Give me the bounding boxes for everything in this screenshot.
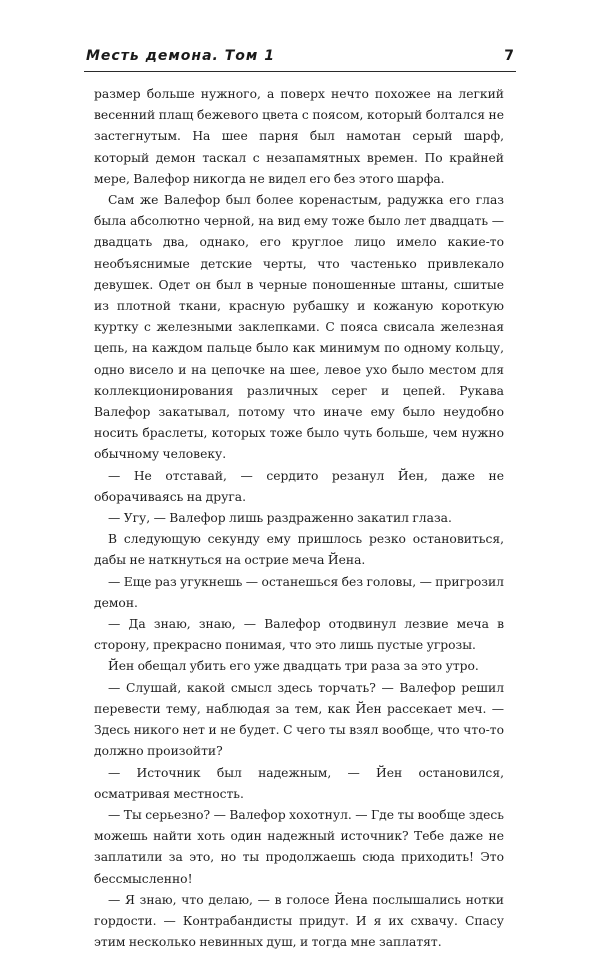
paragraph: — Да знаю, знаю, — Валефор отодвинул лезвие меча в сторону, прекрасно понимая, что это лишь пустые угрозы. [94,617,504,653]
paragraph: — Не отставай, — сердито резанул Йен, даже не оборачиваясь на друга. [94,468,504,504]
paragraph: Сам же Валефор был более коренастым, радужка его глаз была абсолютно черной, на вид ему тоже было лет двадцать — двадцать два, однако, его круглое лицо имело какие-то необъяснимые детские черты, что частенько привлекало девушек. Одет он был в черные поношенные штаны, сшитые из плотной ткани, красную рубашку и кожаную короткую куртку с железными заклепками. С пояса свисала железная цепь, на каждом пальце было как минимум по одному кольцу, одно висело и на цепочке на шее, левое ухо было местом для коллекционирования различных серег и цепей. Рукава Валефор закатывал, потому что иначе ему было неудобно носить браслеты, которых тоже было чуть больше, чем нужно обычному человеку. [94,193,504,462]
paragraph: — Ты серьезно? — Валефор хохотнул. — Где ты вообще здесь можешь найти хоть один надежный источник? Тебе даже не заплатили за это, но ты продолжаешь сюда приходить! Это бессмысленно! [94,807,504,886]
book-title: Месть демона. Том 1 [86,48,275,64]
page-number: 7 [504,48,514,64]
running-header [84,45,516,72]
paragraph: В следующую секунду ему пришлось резко остановиться, дабы не наткнуться на острие меча Йена. [94,532,504,568]
paragraph: — Угу, — Валефор лишь раздраженно закатил глаза. [108,511,452,526]
body-text [94,84,504,953]
paragraph: — Слушай, какой смысл здесь торчать? — Валефор решил перевести тему, наблюдая за тем, как Йен рассекает меч. — Здесь никого нет и не будет. С чего ты взял вообще, что что-то должно произойти? [94,680,504,759]
paragraph: Йен обещал убить его уже двадцать три раза за это утро. [108,659,479,674]
paragraph: — Еще раз угукнешь — останешься без головы, — пригрозил демон. [94,574,504,610]
paragraph: — Источник был надежным, — Йен остановился, осматривая местность. [94,765,504,801]
paragraph: — Я знаю, что делаю, — в голосе Йена послышались нотки гордости. — Контрабандисты придут. И я их схвачу. Спасу этим несколько невинных душ, и тогда мне заплатят. [94,892,504,950]
paragraph: размер больше нужного, а поверх нечто похожее на легкий весенний плащ бежевого цвета с поясом, который болтался не застегнутым. На шее парня был намотан серый шарф, который демон таскал с незапамятных времен. По крайней мере, Валефор никогда не видел его без этого шарфа. [94,87,504,186]
